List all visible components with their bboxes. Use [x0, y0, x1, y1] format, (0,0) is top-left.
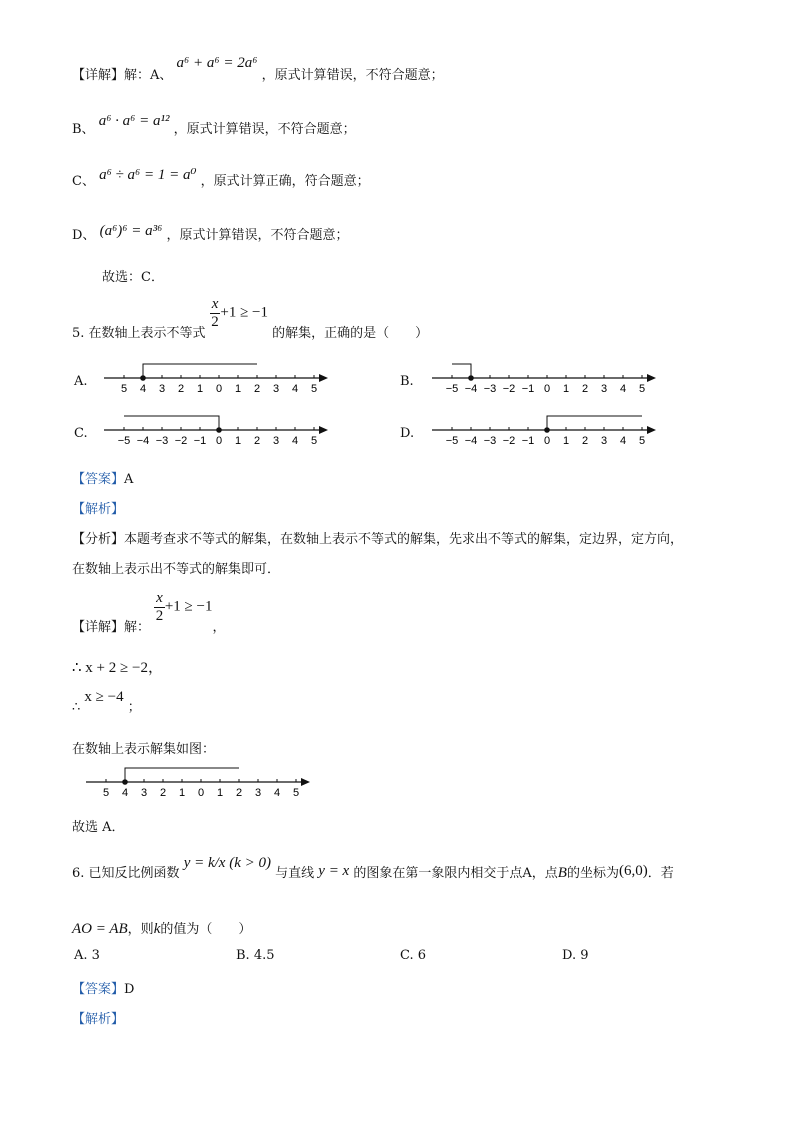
option-b-label: B.: [400, 374, 414, 389]
option-c-label: C.: [74, 426, 88, 441]
tick-label: 3: [272, 435, 280, 447]
tick-label: −3: [155, 435, 169, 447]
tick-label: 0: [215, 435, 223, 447]
tick-label: 4: [139, 383, 147, 395]
detail-line-c: C、 a⁶ ÷ a⁶ = 1 = a⁰ ，原式计算正确，符合题意；: [72, 167, 370, 189]
tick-label: 5: [292, 787, 300, 799]
fraction: $\frac{x}{2}$: [211, 296, 219, 330]
detail-line-b: B、 a⁶ · a⁶ = a¹² ，原式计算错误，不符合题意；: [72, 113, 356, 137]
tick-label: 2: [177, 383, 185, 395]
number-line-c: [100, 408, 340, 454]
tick-label: 4: [291, 383, 299, 395]
tick-label: 1: [216, 787, 224, 799]
tick-label: 4: [619, 383, 627, 395]
tick-label: 0: [543, 383, 551, 395]
math-expression: a⁶ ÷ a⁶ = 1 = a⁰: [99, 167, 197, 183]
tick-label: −1: [521, 435, 535, 447]
tick-label: 5: [638, 435, 646, 447]
tick-label: 1: [234, 383, 242, 395]
tick-label: 5: [120, 383, 128, 395]
solid-dot: [140, 375, 146, 381]
tick-label: 1: [234, 435, 242, 447]
math-expression: (a⁶)⁶ = a³⁶: [99, 223, 163, 239]
q6-option-c: C. 6: [400, 948, 427, 963]
solution-range: [547, 416, 642, 430]
tick-label: 5: [102, 787, 110, 799]
tick-label: 1: [196, 383, 204, 395]
number-line-a: [100, 356, 340, 402]
tick-label: −2: [174, 435, 188, 447]
solution-range: [452, 364, 471, 378]
option-d-label: D.: [400, 426, 415, 441]
detail-line-d: D、 (a⁶)⁶ = a³⁶ ，原式计算错误，不符合题意；: [72, 223, 349, 243]
answer-6: 【答案】D: [72, 982, 135, 997]
tick-label: 3: [254, 787, 262, 799]
arrow-head: [319, 426, 328, 434]
question-6: 6. 已知反比例函数 y = k/x (k > 0) 与直线 y = x 的图象在第一象限内相交于点A，点B的坐标为(6,0)．若: [72, 855, 674, 881]
solid-dot: [122, 779, 128, 785]
tick-label: 4: [273, 787, 281, 799]
tick-label: 1: [178, 787, 186, 799]
question-6-cond: AO = AB，则k的值为（ ）: [72, 921, 252, 937]
tick-label: 1: [562, 383, 570, 395]
tick-label: 2: [253, 383, 261, 395]
tick-label: −5: [445, 435, 459, 447]
numline-text: 在数轴上表示解集如图：: [72, 742, 216, 757]
tick-label: 3: [600, 383, 608, 395]
tick-label: 1: [562, 435, 570, 447]
tick-label: 3: [600, 435, 608, 447]
tick-label: 0: [215, 383, 223, 395]
tick-label: −1: [193, 435, 207, 447]
detail-label: 【详解】解：: [72, 68, 151, 83]
question-5: 5. 在数轴上表示不等式 $\frac{x}{2}$ +1 ≥ −1 的解集，正确的是（ ）: [72, 296, 429, 341]
arrow-head: [647, 426, 656, 434]
tick-label: 2: [235, 787, 243, 799]
tick-label: 2: [581, 383, 589, 395]
tick-label: 3: [158, 383, 166, 395]
detail-line-a: 【详解】解：A、 a⁶ + a⁶ = 2a⁶ ，原式计算错误，不符合题意；: [72, 55, 444, 83]
q6-option-a: A. 3: [74, 948, 100, 963]
answer-5: 【答案】A: [72, 472, 134, 487]
option-a-label: A.: [74, 374, 88, 389]
q6-option-b: B. 4.5: [236, 948, 275, 963]
tick-label: 5: [638, 383, 646, 395]
choice-line: 故选：C．: [102, 270, 164, 285]
solid-dot: [544, 427, 550, 433]
tick-label: 4: [619, 435, 627, 447]
tick-label: −3: [483, 383, 497, 395]
tick-label: 4: [291, 435, 299, 447]
number-line-d: [428, 408, 668, 454]
arrow-head: [647, 374, 656, 382]
fraction: $\frac{x}{2}$: [155, 590, 164, 624]
tick-label: −2: [502, 383, 516, 395]
tick-label: 2: [581, 435, 589, 447]
solid-dot: [468, 375, 474, 381]
tick-label: 5: [310, 383, 318, 395]
analysis-6-label: 【解析】: [72, 1012, 125, 1027]
math-expression: a⁶ + a⁶ = 2a⁶: [176, 55, 258, 71]
tick-label: −4: [136, 435, 150, 447]
tick-label: −4: [464, 435, 478, 447]
tick-label: 2: [159, 787, 167, 799]
tick-label: −4: [464, 383, 478, 395]
tick-label: −5: [445, 383, 459, 395]
tick-label: 5: [310, 435, 318, 447]
solution-range: [124, 416, 219, 430]
number-line-solution: [82, 760, 322, 806]
tick-label: −2: [502, 435, 516, 447]
arrow-head: [301, 778, 310, 786]
tick-label: 3: [140, 787, 148, 799]
tick-label: −1: [521, 383, 535, 395]
math-expression: a⁶ · a⁶ = a¹²: [98, 113, 170, 129]
tick-label: 0: [197, 787, 205, 799]
number-line-b: [428, 356, 668, 402]
detail-5: 【详解】解： $\frac{x}{2}$ +1 ≥ −1，: [72, 590, 226, 635]
solid-dot: [216, 427, 222, 433]
tick-label: −3: [483, 435, 497, 447]
tick-label: 2: [253, 435, 261, 447]
tick-label: −5: [117, 435, 131, 447]
analysis-text-1: 【分析】本题考查求不等式的解集，在数轴上表示不等式的解集，先求出不等式的解集，定边界，定方向，: [72, 532, 684, 547]
tick-label: 3: [272, 383, 280, 395]
step-2: ∴ x ≥ −4 ；: [72, 689, 141, 715]
analysis-label: 【解析】: [72, 502, 125, 517]
arrow-head: [319, 374, 328, 382]
choice-5: 故选 A．: [72, 820, 125, 835]
tick-label: 0: [543, 435, 551, 447]
q6-option-d: D. 9: [562, 948, 589, 963]
tick-label: 4: [121, 787, 129, 799]
analysis-text-2: 在数轴上表示出不等式的解集即可．: [72, 562, 281, 577]
step-1: ∴ x + 2 ≥ −2，: [72, 660, 163, 676]
